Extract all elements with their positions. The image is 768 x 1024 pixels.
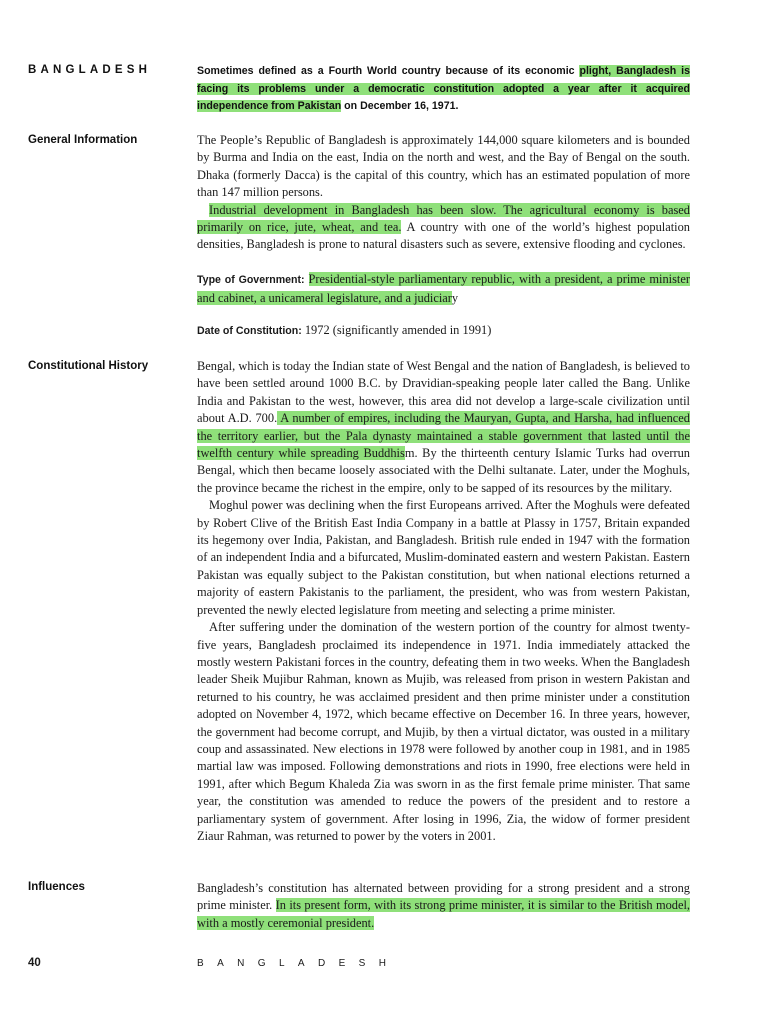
intro-text-end: on December 16, 1971. xyxy=(341,100,459,113)
section-label-constitutional-history: Constitutional History xyxy=(28,360,149,372)
history-paragraph-1 xyxy=(197,358,690,497)
running-footer-title: BANGLADESH xyxy=(197,958,400,969)
constitution-date-value: 1972 (significantly amended in 1991) xyxy=(304,323,492,337)
history-paragraph-1-highlight: A number of empires, including the Mauryan, Gupta, and Harsha, had influenced the territory earlier, but the Pala dynasty maintained a stable government that lasted until the twelfth century while spreading Buddhis xyxy=(197,411,690,461)
constitutional-history-body xyxy=(197,358,690,845)
general-information-body xyxy=(197,132,690,254)
constitution-date xyxy=(197,322,690,341)
general-paragraph-2-highlight: Industrial development in Bangladesh has been slow. The agricultural economy is based primarily on rice, jute, wheat, and tea. xyxy=(197,202,690,235)
intro-highlight: plight, Bangladesh is facing its problems under a democratic constitution adopted a year after it acquired independence from Pakistan xyxy=(197,65,690,113)
history-paragraph-1-end: m. By the thirteenth century Islamic Turks had overrun Bengal, which then became loosely associated with the Delhi sultanate. Later, under the Moghuls, the province became the richest in the empire, only to be sapped of its resources by the military. xyxy=(197,446,691,495)
country-title: BANGLADESH xyxy=(28,64,152,76)
history-paragraph-1-text: Bengal, which is today the Indian state of West Bengal and the nation of Bangladesh, is believed to have been settled around 1000 B.C. by Dravidian-speaking people later called the Bang. Unlike India and Pakistan to the west, however, this area did not develop a large-scale civilization until about A.D. 700. xyxy=(197,359,690,426)
influences-text: Bangladesh’s constitution has alternated between providing for a strong president and a strong prime minister. xyxy=(197,881,690,913)
general-paragraph-1: The People’s Republic of Bangladesh is approximately 144,000 square kilometers and is bounded by Burma and India on the east, India on the north and west, and the Bay of Bengal on the south. Dhaka (formerly Dacca) is the capital of this country, which has an estimated population of more than 147 million persons. xyxy=(197,133,690,200)
section-label-general-information: General Information xyxy=(28,134,138,146)
general-paragraph-2-text: A country with one of the world’s highest population densities, Bangladesh is prone to natural disasters such as severe, extensive flooding and cyclones. xyxy=(197,220,690,252)
intro-paragraph xyxy=(197,63,690,116)
history-paragraph-2: Moghul power was declining when the first Europeans arrived. After the Moghuls were defeated by Robert Clive of the British East India Company in a battle at Plassy in 1757, Britain expanded its hegemony over India, Pakistan, and Bangladesh. British rule ended in 1947 with the formation of an independent India and a bifurcated, Muslim-dominated eastern and western Pakistan. Eastern Pakistan was equally subject to the Pakistan constitution, but when national elections returned a majority of eastern Pakistanis to the parliament, the president, who was from western Pakistan, prevented the newly elected legislature from meeting and selecting a prime minister. xyxy=(197,498,690,617)
intro-text: Sometimes defined as a Fourth World country because of its economic xyxy=(197,65,580,77)
page-number: 40 xyxy=(28,957,41,969)
government-type-highlight: Presidential-style parliamentary republic, with a president, a prime minister and cabinet, a unicameral legislature, and a judiciar xyxy=(197,272,690,305)
influences-highlight: In its present form, with its strong prime minister, it is similar to the British model, with a mostly ceremonial president. xyxy=(197,898,691,930)
government-type-label: Type of Government: xyxy=(197,274,305,286)
constitution-date-label: Date of Constitution: xyxy=(197,325,302,337)
general-paragraph-2 xyxy=(197,202,690,254)
section-label-influences: Influences xyxy=(28,881,85,893)
influences-body xyxy=(197,880,690,932)
history-paragraph-3: After suffering under the domination of the western portion of the country for almost twenty-five years, Bangladesh proclaimed its independence in 1971. India immediately attacked the mostly western Pakistani forces in the country, defeating them in two weeks. When the Bangladesh leader Sheik Mujibur Rahman, known as Mujib, was released from prison in western Pakistan and returned to his country, he was acclaimed president and then prime minister under a constitution adopted on November 4, 1972, which became effective on December 16. In three years, however, the government had become corrupt, and Mujib, by then a virtual dictator, was ousted in a military coup and assassinated. New elections in 1978 were followed by another coup in 1981, and in 1985 martial law was imposed. Following demonstrations and riots in 1990, free elections were held in 1991, after which Begum Khaleda Zia was sworn in as the first female prime minister. That same year, the constitution was amended to reduce the powers of the president and to restore a parliamentary system of government. After losing in 1996, Zia, the widow of former president Ziaur Rahman, was returned to power by the voters in 2001. xyxy=(197,620,690,843)
government-type xyxy=(197,271,690,307)
government-type-end: y xyxy=(451,290,459,305)
